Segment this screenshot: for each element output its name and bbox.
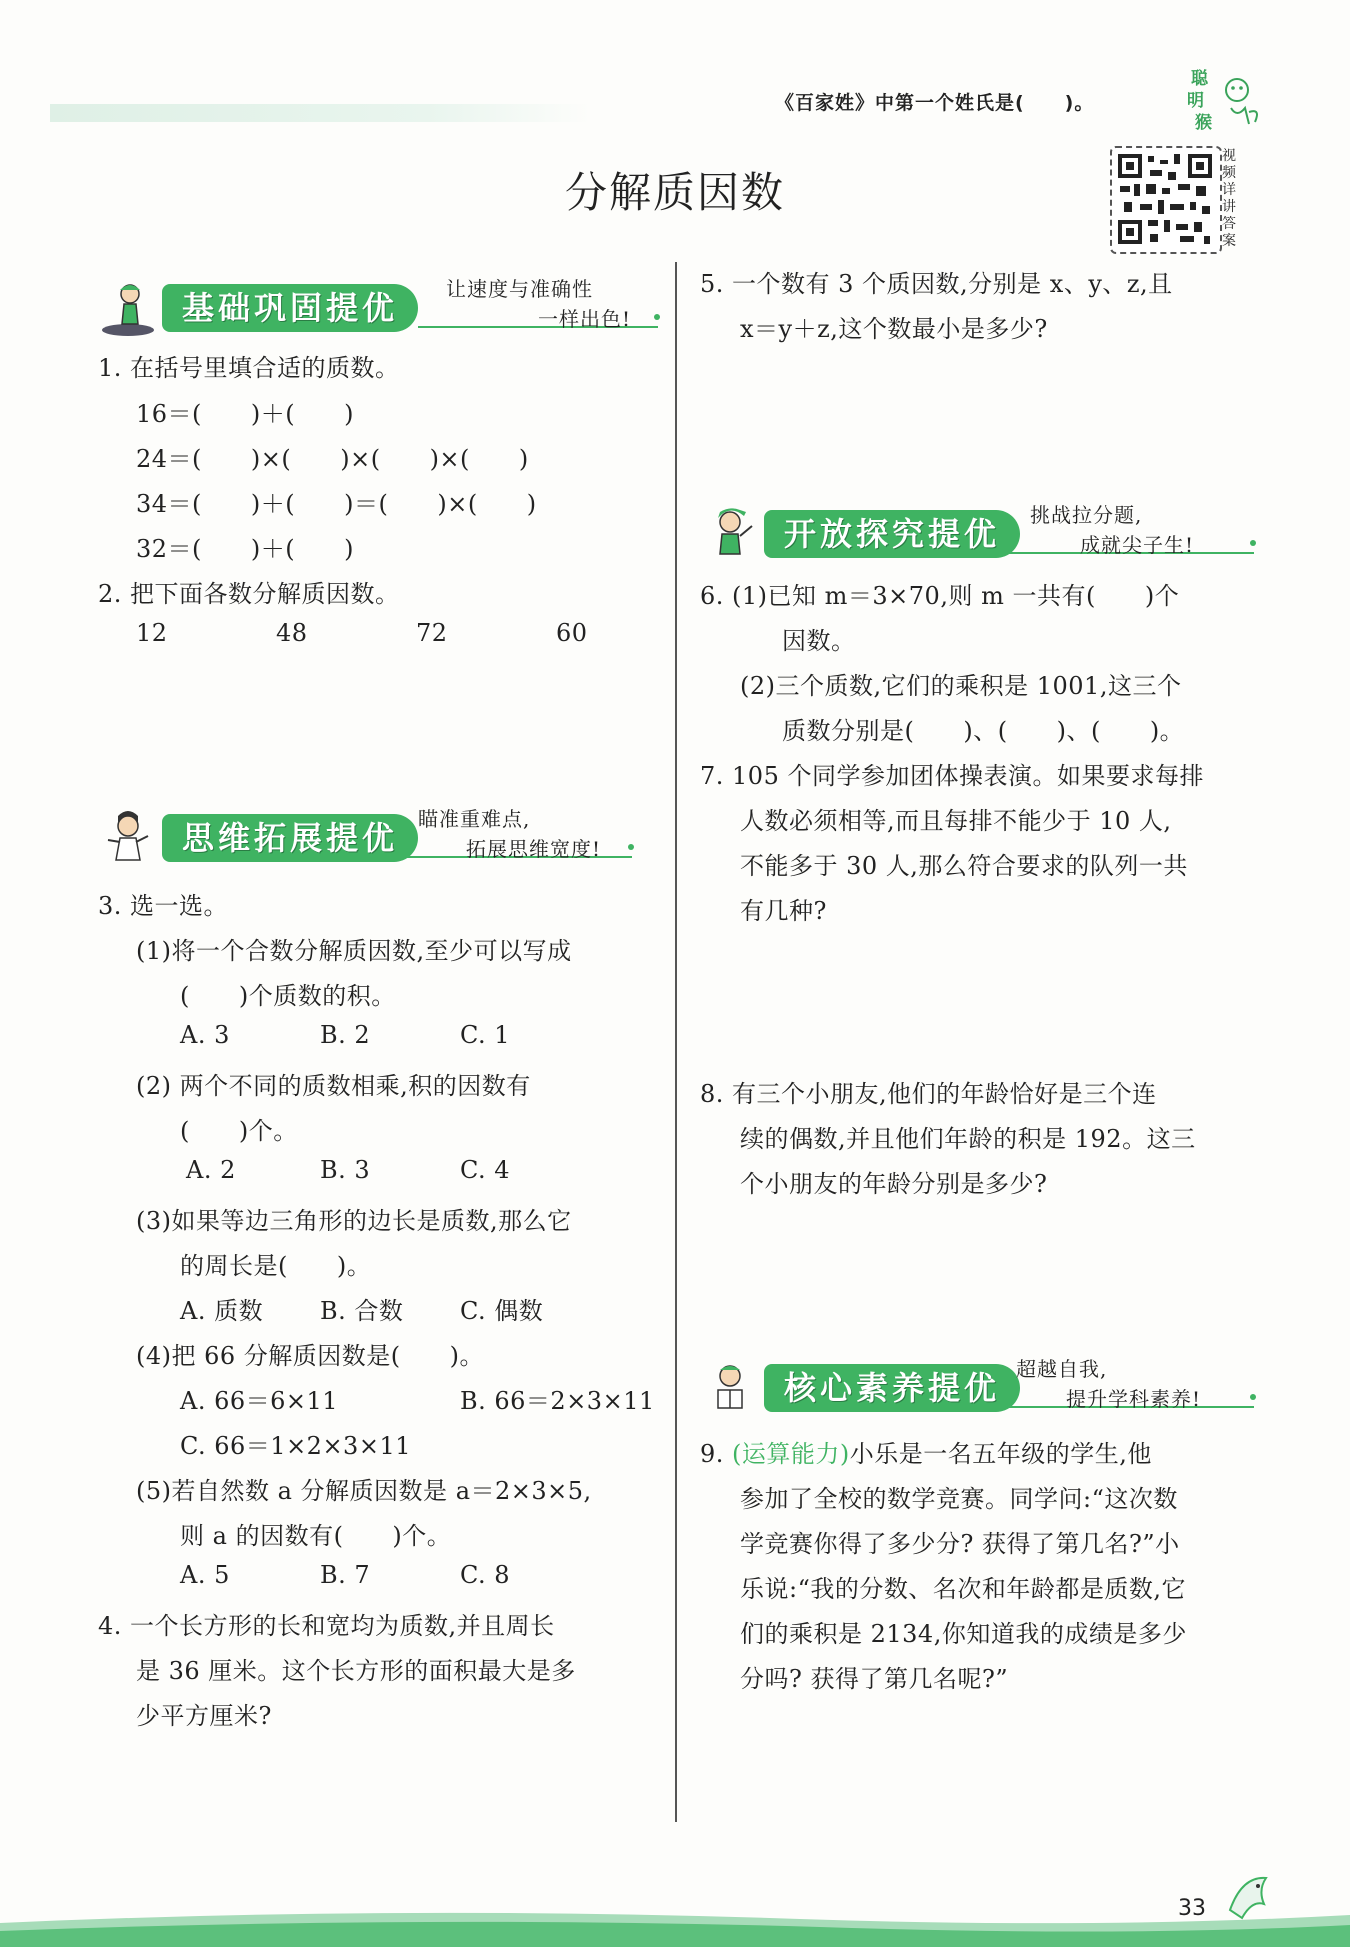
text-line: 是 36 厘米。这个长方形的面积最大是多	[136, 1657, 576, 1685]
brand-char: 明	[1187, 91, 1204, 111]
brand-logo	[1185, 64, 1265, 134]
text-line: 16＝( )＋( )	[136, 400, 354, 428]
text-line: 不能多于 30 人,那么符合要求的队列一共	[740, 852, 1188, 880]
text-line: 3. 选一选。	[98, 892, 229, 920]
text-line: 72	[416, 619, 448, 647]
text-line: 34＝( )＋( )＝( )×( )	[136, 490, 537, 518]
text-line: ( )个。	[180, 1117, 298, 1145]
text-line: C. 偶数	[460, 1297, 544, 1325]
text-line: C. 1	[460, 1021, 511, 1049]
text-line: 7. 105 个同学参加团体操表演。如果要求每排	[700, 762, 1204, 790]
text-line: 少平方厘米?	[136, 1702, 272, 1730]
question-number: 9.	[700, 1440, 724, 1468]
header-question: 《百家姓》中第一个姓氏是( )。	[775, 92, 1095, 114]
text-line: 48	[276, 619, 308, 647]
text-line: A. 2	[186, 1156, 236, 1184]
section-slogan: 提升学科素养!	[1066, 1387, 1202, 1411]
dolphin-icon	[1222, 1870, 1278, 1934]
banner-dot	[628, 844, 634, 850]
section-slogan: 瞄准重难点,	[418, 807, 531, 831]
text-line: A. 66＝6×11	[180, 1387, 339, 1415]
text-line: B. 2	[320, 1021, 371, 1049]
text-line: 们的乘积是 2134,你知道我的成绩是多少	[740, 1620, 1187, 1648]
text-line: B. 66＝2×3×11	[460, 1387, 655, 1415]
section-banner-explore	[700, 500, 1260, 570]
text-line: 人数必须相等,而且每排不能少于 10 人,	[740, 807, 1172, 835]
text-line: 参加了全校的数学竞赛。同学问:“这次数	[740, 1485, 1178, 1513]
banner-dot	[1250, 540, 1256, 546]
text-line: 24＝( )×( )×( )×( )	[136, 445, 529, 473]
section-banner-core	[700, 1354, 1260, 1424]
text-line: 5. 一个数有 3 个质因数,分别是 x、y、z,且	[700, 270, 1173, 298]
text-line: (4)把 66 分解质因数是( )。	[136, 1342, 485, 1370]
question-9-first-line	[700, 1434, 1152, 1469]
section-banner-thinking	[98, 804, 638, 874]
mascot-girl-icon	[98, 810, 158, 870]
brand-char: 猴	[1195, 113, 1212, 133]
text-line: 因数。	[782, 627, 856, 655]
brand-char: 聪	[1191, 69, 1208, 89]
text-line: 4. 一个长方形的长和宽均为质数,并且周长	[98, 1612, 555, 1640]
text-line: (5)若自然数 a 分解质因数是 a＝2×3×5,	[136, 1477, 592, 1505]
section-slogan: 成就尖子生!	[1080, 533, 1195, 557]
section-title: 基础巩固提优	[162, 284, 418, 332]
text-line: 个小朋友的年龄分别是多少?	[740, 1170, 1048, 1198]
competency-tag: (运算能力)	[732, 1440, 850, 1468]
text-line: B. 7	[320, 1561, 371, 1589]
text-line: 质数分别是( )、( )、( )。	[782, 717, 1185, 745]
footer-wave	[0, 1905, 1350, 1947]
section-slogan: 挑战拉分题,	[1030, 503, 1143, 527]
qr-caption-char: 视	[1222, 148, 1236, 164]
top-decorative-stripe	[50, 104, 590, 122]
qr-caption-char: 频	[1222, 165, 1236, 181]
qr-caption-char: 详	[1222, 182, 1236, 198]
question-text: 小乐是一名五年级的学生,他	[849, 1440, 1152, 1468]
text-line: 1. 在括号里填合适的质数。	[98, 354, 400, 382]
text-line: C. 66＝1×2×3×11	[180, 1432, 411, 1460]
text-line: 分吗? 获得了第几名呢?”	[740, 1665, 1009, 1693]
text-line: 乐说:“我的分数、名次和年龄都是质数,它	[740, 1575, 1186, 1603]
section-title: 思维拓展提优	[162, 814, 418, 862]
text-line: x＝y＋z,这个数最小是多少?	[740, 315, 1048, 343]
page-title: 分解质因数	[564, 168, 785, 217]
text-line: ( )个质数的积。	[180, 982, 396, 1010]
text-line: B. 3	[320, 1156, 371, 1184]
text-line: 有几种?	[740, 897, 827, 925]
text-line: (2)三个质数,它们的乘积是 1001,这三个	[740, 672, 1182, 700]
section-slogan: 让速度与准确性	[446, 277, 593, 301]
text-line: 2. 把下面各数分解质因数。	[98, 580, 400, 608]
text-line: 则 a 的因数有( )个。	[180, 1522, 452, 1550]
page-number: 33	[1178, 1896, 1206, 1921]
text-line: (1)将一个合数分解质因数,至少可以写成	[136, 937, 572, 965]
text-line: C. 8	[460, 1561, 511, 1589]
text-line: 8. 有三个小朋友,他们的年龄恰好是三个连	[700, 1080, 1157, 1108]
monkey-icon	[1215, 72, 1265, 132]
text-line: (3)如果等边三角形的边长是质数,那么它	[136, 1207, 572, 1235]
text-line: 60	[556, 619, 588, 647]
text-line: 学竞赛你得了多少分? 获得了第几名?”小	[740, 1530, 1180, 1558]
text-line: 6. (1)已知 m＝3×70,则 m 一共有( )个	[700, 582, 1180, 610]
text-line: A. 3	[180, 1021, 230, 1049]
section-slogan: 超越自我,	[1016, 1357, 1108, 1381]
mascot-reader-icon	[700, 1360, 760, 1420]
section-slogan: 一样出色!	[538, 307, 632, 331]
text-line: B. 合数	[320, 1297, 404, 1325]
mascot-boy-icon	[700, 506, 760, 566]
text-line: (2) 两个不同的质数相乘,积的因数有	[136, 1072, 531, 1100]
qr-caption-char: 讲	[1222, 199, 1236, 215]
text-line: 续的偶数,并且他们年龄的积是 192。这三	[740, 1125, 1196, 1153]
text-line: A. 质数	[180, 1297, 264, 1325]
text-line: 32＝( )＋( )	[136, 535, 354, 563]
column-divider	[675, 262, 677, 1822]
section-banner-basic	[98, 274, 668, 344]
text-line: A. 5	[180, 1561, 230, 1589]
qr-caption-char: 答	[1222, 216, 1236, 232]
text-line: 的周长是( )。	[180, 1252, 372, 1280]
text-line: C. 4	[460, 1156, 511, 1184]
banner-dot	[1250, 1394, 1256, 1400]
section-title: 核心素养提优	[764, 1364, 1020, 1412]
section-slogan: 拓展思维宽度!	[466, 837, 602, 861]
mascot-skater-icon	[98, 280, 158, 340]
text-line: 12	[136, 619, 168, 647]
qr-caption-char: 案	[1222, 233, 1236, 249]
section-title: 开放探究提优	[764, 510, 1020, 558]
banner-dot	[654, 314, 660, 320]
